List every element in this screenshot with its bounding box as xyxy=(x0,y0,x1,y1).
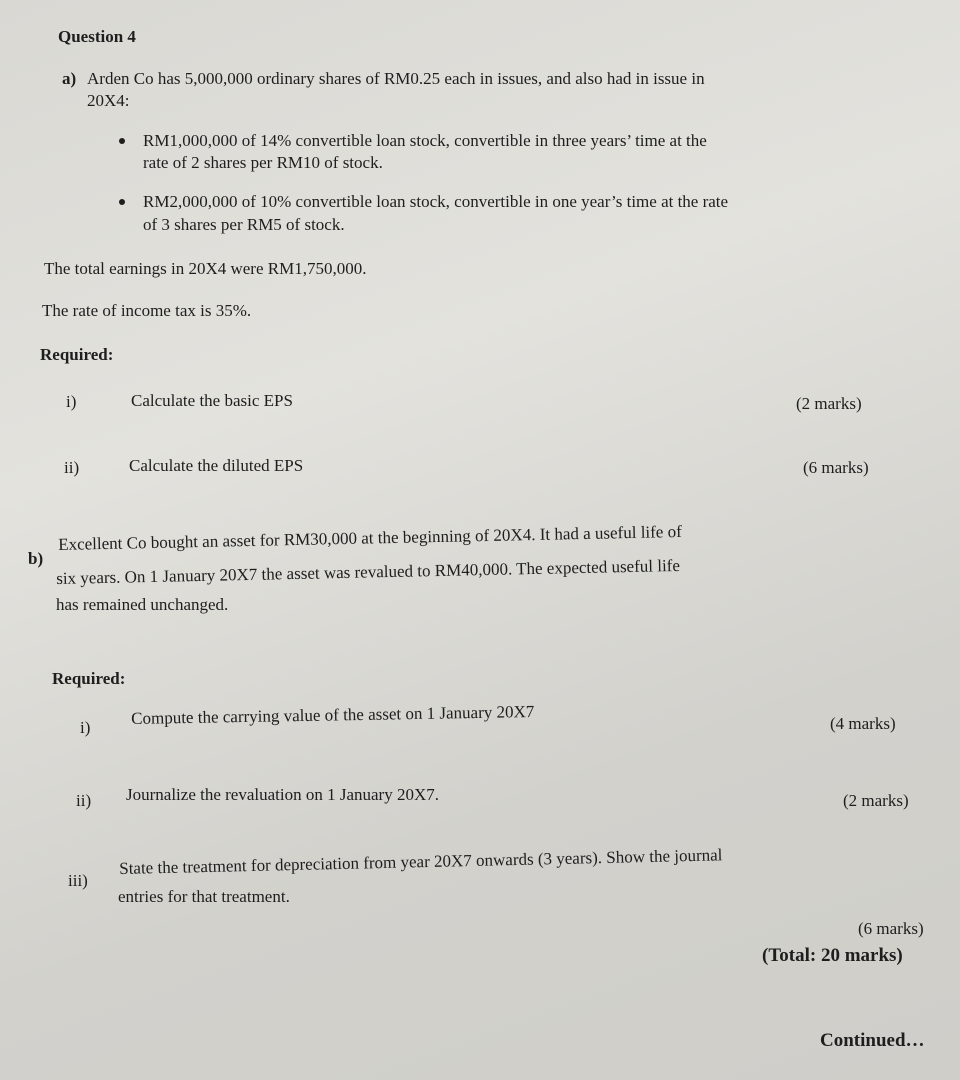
part-b-item-3-line1: State the treatment for depreciation from year 20X7 onwards (3 years). Show the journal xyxy=(119,845,723,878)
part-a-item-2-text: Calculate the diluted EPS xyxy=(129,456,304,475)
part-b-item-3-num: iii) xyxy=(68,871,88,890)
part-b-item-2-marks: (2 marks) xyxy=(843,791,909,810)
part-b-line3: has remained unchanged. xyxy=(56,595,229,614)
part-a-item-2-num: ii) xyxy=(64,458,80,477)
question-title: Question 4 xyxy=(58,27,136,46)
part-b-item-1-marks: (4 marks) xyxy=(830,714,896,733)
bullet-1-line2: rate of 2 shares per RM10 of stock. xyxy=(143,153,383,172)
part-a-intro-line2: 20X4: xyxy=(87,91,130,110)
part-a-label: a) xyxy=(62,69,77,88)
earnings-text: The total earnings in 20X4 were RM1,750,000. xyxy=(44,259,367,278)
bullet-1-line1: RM1,000,000 of 14% convertible loan stock, convertible in three years’ time at the xyxy=(143,131,707,150)
part-b-item-1-num: i) xyxy=(80,718,91,737)
part-b-item-3-line2: entries for that treatment. xyxy=(118,887,290,906)
total-marks: (Total: 20 marks) xyxy=(762,945,903,966)
bullet-2-line2: of 3 shares per RM5 of stock. xyxy=(143,215,345,234)
part-b-item-2-num: ii) xyxy=(76,791,92,810)
bullet-icon xyxy=(119,138,125,144)
part-b-item-2-text: Journalize the revaluation on 1 January 20X7. xyxy=(126,785,439,804)
part-a-item-1-text: Calculate the basic EPS xyxy=(131,391,293,410)
part-a-item-2-marks: (6 marks) xyxy=(803,458,869,477)
part-b-item-3-marks: (6 marks) xyxy=(858,919,924,938)
tax-text: The rate of income tax is 35%. xyxy=(42,301,252,320)
part-b-line2: six years. On 1 January 20X7 the asset was revalued to RM40,000. The expected useful life xyxy=(56,555,681,588)
part-b-label: b) xyxy=(28,549,44,568)
bullet-icon xyxy=(119,199,125,205)
part-b-line1: Excellent Co bought an asset for RM30,000 at the beginning of 20X4. It had a useful life of xyxy=(58,521,682,554)
part-a-required-heading: Required: xyxy=(40,345,114,364)
part-b-item-1-text: Compute the carrying value of the asset on 1 January 20X7 xyxy=(131,701,535,728)
part-a-intro-line1: Arden Co has 5,000,000 ordinary shares of RM0.25 each in issues, and also had in issue in xyxy=(87,69,705,88)
part-b-required-heading: Required: xyxy=(52,669,126,688)
bullet-2-line1: RM2,000,000 of 10% convertible loan stock, convertible in one year’s time at the rate xyxy=(143,192,729,211)
part-a-item-1-marks: (2 marks) xyxy=(796,394,862,413)
continued-label: Continued… xyxy=(820,1030,925,1051)
part-a-item-1-num: i) xyxy=(66,392,77,411)
